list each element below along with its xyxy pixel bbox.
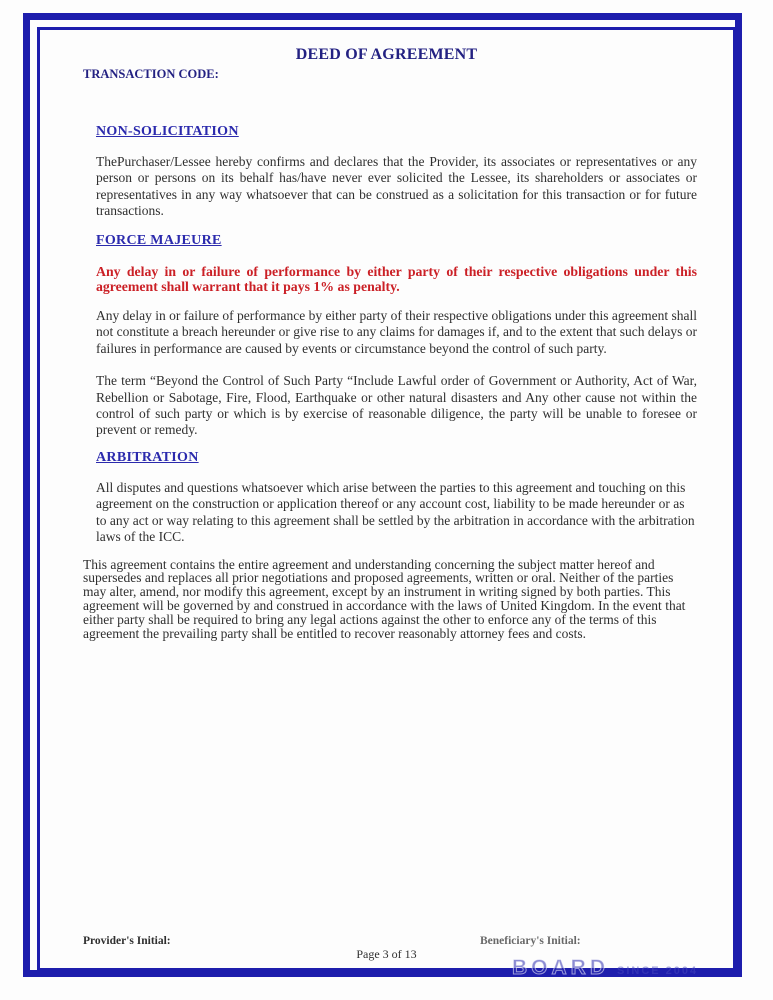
closing-paragraph: This agreement contains the entire agreement and understanding concerning the subject matter hereof and supersedes and replaces all prior negotiations and proposed agreements, written or oral. Neither of the parties may alter, amend, nor modify this agreement, except by an instrument in writing signed by both parties. This agreement will be governed by and construed in accordance with the laws of United Kingdom. In the event that either party shall be required to bring any legal actions against the other to enforce any of the terms of this agreement the prevailing party shall be entitled to recover reasonably attorney fees and costs. bbox=[83, 556, 686, 642]
section-heading-arbitration: ARBITRATION bbox=[96, 449, 199, 465]
beneficiary-initial-label: Beneficiary's Initial: bbox=[480, 935, 581, 947]
transaction-code-label: TRANSACTION CODE: bbox=[83, 67, 219, 81]
force-majeure-paragraph-2: The term “Beyond the Control of Such Party “Include Lawful order of Government or Authority, Act of War, Rebellion or Sabotage, Fire, Flood, Earthquake or other natural disasters and Any other cause not within the control of such party or which is by exercise of reasonable diligence, the party will be unable to foresee or prevent or remedy. bbox=[96, 373, 697, 438]
page-title: DEED OF AGREEMENT bbox=[295, 46, 478, 63]
watermark-brand-text: BOARD bbox=[512, 956, 609, 979]
watermark-since-text: SINCE 2004 bbox=[617, 965, 699, 977]
force-majeure-paragraph-1: Any delay in or failure of performance by either party of their respective obligations under this agreement shall not constitute a breach hereunder or give rise to any claims for damages if, and to the extent that such delays or failures in performance are caused by events or circumstance beyond the control of such party. bbox=[96, 308, 697, 356]
watermark-logo bbox=[512, 956, 698, 980]
arbitration-paragraph: All disputes and questions whatsoever which arise between the parties to this agreement and touching on this agreement on the construction or application thereof or any account cost, liability to be made hereunder or as to any act or way relating to this agreement shall be settled by the arbitration in accordance with the arbitration laws of the ICC. bbox=[96, 479, 695, 545]
section-heading-non-solicitation: NON-SOLICITATION bbox=[96, 124, 239, 139]
provider-initial-label: Provider's Initial: bbox=[83, 935, 171, 947]
section-heading-force-majeure: FORCE MAJEURE bbox=[96, 232, 222, 248]
penalty-notice: Any delay in or failure of performance by either party of their respective obligations under this agreement shall warrant that it pays 1% as penalty. bbox=[96, 263, 697, 294]
non-solicitation-paragraph: ThePurchaser/Lessee hereby confirms and declares that the Provider, its associates or representatives or any person or persons on its behalf has/have never ever solicited the Lessee, its shareholders or associates or representatives in any way whatsoever that can be construed as a solicitation for this transaction or for future transactions. bbox=[96, 154, 697, 219]
document-body bbox=[96, 124, 697, 546]
page-number: Page 3 of 13 bbox=[356, 947, 417, 961]
